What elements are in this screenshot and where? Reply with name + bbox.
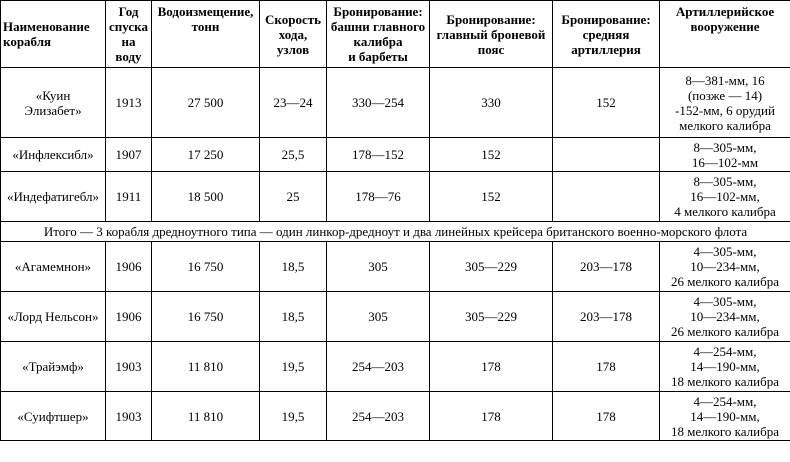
cell-armor-secondary: 203—178 (553, 292, 660, 342)
cell-year: 1907 (106, 138, 152, 172)
cell-displacement: 11 810 (152, 392, 260, 441)
cell-name: «Суифтшер» (1, 392, 106, 441)
cell-armor-secondary (553, 172, 660, 222)
cell-year: 1911 (106, 172, 152, 222)
cell-armor-belt: 152 (430, 172, 553, 222)
cell-armor-belt: 305—229 (430, 242, 553, 292)
cell-armament: 8—305-мм, 16—102-мм, 4 мелкого калибра (660, 172, 790, 222)
cell-name: «Индефатигебл» (1, 172, 106, 222)
cell-speed: 25 (260, 172, 327, 222)
cell-armor-belt: 152 (430, 138, 553, 172)
header-armament: Артиллерийское вооружение (660, 1, 790, 68)
cell-name: «Инфлексибл» (1, 138, 106, 172)
cell-name: «Агамемнон» (1, 242, 106, 292)
header-speed: Скорость хода, узлов (260, 1, 327, 68)
cell-speed: 19,5 (260, 342, 327, 392)
cell-armament: 8—381-мм, 16 (позже — 14) -152-мм, 6 орудий мелкого калибра (660, 68, 790, 138)
cell-name: «Трайэмф» (1, 342, 106, 392)
table-row (1, 242, 790, 292)
cell-armor-secondary: 178 (553, 392, 660, 441)
cell-armor-turrets: 178—152 (327, 138, 430, 172)
cell-armament: 4—305-мм, 10—234-мм, 26 мелкого калибра (660, 242, 790, 292)
table-row (1, 392, 790, 441)
cell-armament: 4—254-мм, 14—190-мм, 18 мелкого калибра (660, 342, 790, 392)
header-armor-belt: Бронирование: главный броневой пояс (430, 1, 553, 68)
cell-displacement: 18 500 (152, 172, 260, 222)
cell-armor-secondary: 178 (553, 342, 660, 392)
cell-armor-belt: 178 (430, 342, 553, 392)
cell-armor-turrets: 305 (327, 292, 430, 342)
header-name: Наименование корабля (1, 1, 106, 68)
cell-speed: 18,5 (260, 292, 327, 342)
header-armor-secondary: Бронирование: средняя артиллерия (553, 1, 660, 68)
cell-speed: 25,5 (260, 138, 327, 172)
cell-armor-belt: 178 (430, 392, 553, 441)
table-row (1, 172, 790, 222)
cell-displacement: 17 250 (152, 138, 260, 172)
cell-speed: 23—24 (260, 68, 327, 138)
table-row (1, 68, 790, 138)
header-displacement: Водоизмещение, тонн (152, 1, 260, 68)
header-row (1, 1, 790, 68)
table-row (1, 342, 790, 392)
cell-year: 1903 (106, 342, 152, 392)
summary-row (1, 222, 790, 242)
cell-armor-belt: 330 (430, 68, 553, 138)
cell-armor-turrets: 254—203 (327, 342, 430, 392)
cell-armor-turrets: 178—76 (327, 172, 430, 222)
cell-armament: 8—305-мм, 16—102-мм (660, 138, 790, 172)
cell-armor-turrets: 330—254 (327, 68, 430, 138)
header-armor-turrets: Бронирование: башни главного калибра и барбеты (327, 1, 430, 68)
cell-year: 1906 (106, 242, 152, 292)
cell-speed: 18,5 (260, 242, 327, 292)
cell-armor-secondary: 152 (553, 68, 660, 138)
cell-year: 1913 (106, 68, 152, 138)
cell-name: «Куин Элизабет» (1, 68, 106, 138)
header-year: Год спуска на воду (106, 1, 152, 68)
cell-displacement: 16 750 (152, 292, 260, 342)
cell-year: 1906 (106, 292, 152, 342)
cell-displacement: 16 750 (152, 242, 260, 292)
summary-text: Итого — 3 корабля дредноутного типа — один линкор-дредноут и два линейных крейсера британского военно-морского флота (1, 222, 790, 242)
cell-speed: 19,5 (260, 392, 327, 441)
cell-displacement: 11 810 (152, 342, 260, 392)
cell-armor-secondary (553, 138, 660, 172)
cell-name: «Лорд Нельсон» (1, 292, 106, 342)
cell-armor-belt: 305—229 (430, 292, 553, 342)
cell-armor-turrets: 254—203 (327, 392, 430, 441)
cell-armor-secondary: 203—178 (553, 242, 660, 292)
cell-displacement: 27 500 (152, 68, 260, 138)
cell-year: 1903 (106, 392, 152, 441)
table-row (1, 292, 790, 342)
table-row (1, 138, 790, 172)
cell-armor-turrets: 305 (327, 242, 430, 292)
cell-armament: 4—305-мм, 10—234-мм, 26 мелкого калибра (660, 292, 790, 342)
cell-armament: 4—254-мм, 14—190-мм, 18 мелкого калибра (660, 392, 790, 441)
